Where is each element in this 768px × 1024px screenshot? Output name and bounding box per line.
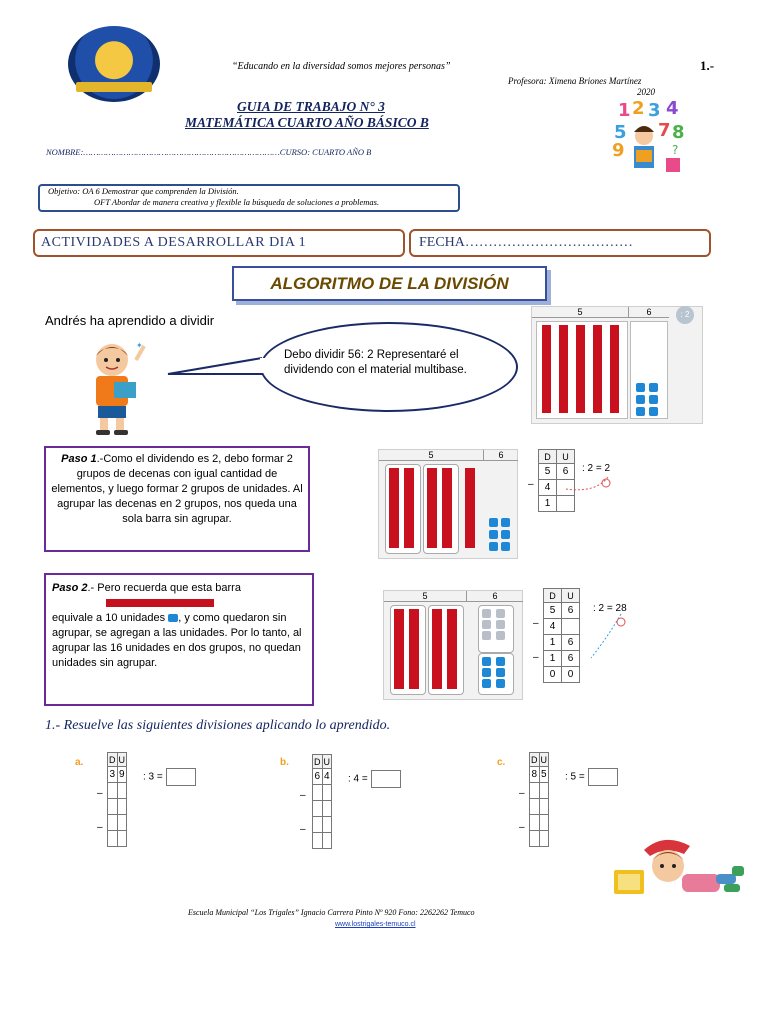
regrouped-cube (482, 620, 491, 629)
answer-cell[interactable] (117, 783, 127, 799)
tens-header: 5 (379, 450, 483, 461)
svg-text:7: 7 (658, 120, 671, 141)
divisor: : 4 = (348, 773, 368, 785)
unit-cube-icon (168, 614, 178, 622)
footer-link[interactable]: www.lostrigales-temuco.cl (335, 921, 416, 928)
answer-cell[interactable] (322, 833, 332, 849)
answer-cell[interactable] (530, 799, 540, 815)
objective-box (38, 184, 460, 212)
regrouped-cube (482, 609, 491, 618)
tens-col-header: D (539, 450, 557, 464)
minus-sign: – (533, 652, 539, 663)
answer-cell[interactable] (322, 801, 332, 817)
minus-sign: – (97, 822, 103, 833)
name-course-line: NOMBRE:……………………………………………………………………CURSO: CUARTO AÑO B (46, 147, 372, 157)
step1-label: Paso 1 (61, 453, 97, 465)
svg-text:2: 2 (632, 98, 645, 119)
svg-text:4: 4 (666, 98, 679, 119)
minus-sign: – (519, 822, 525, 833)
unit-cube (496, 679, 505, 688)
ten-bar (409, 609, 419, 689)
answer-cell[interactable] (539, 783, 549, 799)
cell: 0 (544, 667, 562, 683)
answer-cell[interactable] (108, 799, 118, 815)
answer-cell[interactable] (539, 831, 549, 847)
answer-cell[interactable] (313, 833, 323, 849)
answer-cell[interactable] (322, 785, 332, 801)
minus-sign: – (300, 790, 306, 801)
units-col-header: U (562, 589, 580, 603)
minus-sign: – (300, 824, 306, 835)
ten-bar (559, 325, 568, 413)
answer-cell[interactable] (117, 815, 127, 831)
answer-cell[interactable] (117, 831, 127, 847)
svg-text:?: ? (672, 143, 679, 157)
answer-cell[interactable] (108, 815, 118, 831)
svg-text:1: 1 (618, 100, 631, 121)
unit-cube (496, 668, 505, 677)
exercise-label: b. (280, 757, 289, 768)
ten-bar (542, 325, 551, 413)
ten-bar (389, 468, 399, 548)
ten-bar (432, 609, 442, 689)
svg-text:5: 5 (614, 122, 627, 143)
answer-cell[interactable] (530, 783, 540, 799)
activities-box: ACTIVIDADES A DESARROLLAR DIA 1 (33, 229, 405, 257)
cell: 1 (539, 496, 557, 512)
tens-header: 5 (384, 591, 466, 602)
minus-sign: – (533, 618, 539, 629)
girl-reading-illustration (604, 830, 750, 902)
svg-text:✦: ✦ (136, 341, 143, 350)
unit-cube (636, 407, 645, 416)
quotient-box[interactable] (371, 770, 401, 788)
numbers-kid-illustration (612, 98, 690, 180)
answer-cell[interactable] (539, 799, 549, 815)
divisor: : 5 = (565, 771, 585, 783)
equation: : 2 = 28 (593, 603, 627, 614)
unit-cube (482, 668, 491, 677)
answer-cell[interactable] (530, 831, 540, 847)
cell: 6 (557, 464, 575, 480)
unit-cube (649, 407, 658, 416)
tens-col-header: D (544, 589, 562, 603)
year: 2020 (637, 87, 655, 97)
worksheet-title: GUIA DE TRABAJO N° 3 (237, 99, 385, 114)
exercise-heading: 1.- Resuelve las siguientes divisiones aplicando lo aprendido. (45, 718, 391, 733)
boy-reading-illustration (74, 338, 154, 436)
regrouped-cube (496, 620, 505, 629)
step2-label: Paso 2 (52, 582, 88, 594)
units-header: 6 (628, 307, 669, 318)
unit-cube (636, 395, 645, 404)
arrow-icon (577, 608, 633, 664)
exercise-label: a. (75, 757, 84, 768)
cell: 5 (539, 464, 557, 480)
section-title: ALGORITMO DE LA DIVISIÓN (232, 266, 547, 301)
answer-cell[interactable] (117, 799, 127, 815)
cell: 4 (544, 619, 562, 635)
cell: 5 (544, 603, 562, 619)
step2-text-a: .- Pero recuerda que esta barra (87, 582, 241, 594)
unit-cube (501, 518, 510, 527)
cell: 1 (544, 651, 562, 667)
ten-bar (404, 468, 414, 548)
cell: 0 (562, 667, 580, 683)
ten-bar (427, 468, 437, 548)
ten-bar (442, 468, 452, 548)
unit-cube (649, 383, 658, 392)
place-value-mat (531, 306, 703, 424)
svg-text:3: 3 (648, 100, 661, 121)
unit-cube (501, 530, 510, 539)
answer-cell[interactable] (108, 831, 118, 847)
minus-sign: – (519, 788, 525, 799)
place-value-mat-regrouped (383, 590, 523, 700)
ten-bar (593, 325, 602, 413)
arrow-icon (556, 471, 616, 497)
ten-bar (610, 325, 619, 413)
ten-bar-icon (106, 599, 214, 607)
quotient-box[interactable] (588, 768, 618, 786)
unit-cube (496, 657, 505, 666)
oft-text: OFT Abordar de manera creativa y flexible la búsqueda de soluciones a problemas. (94, 197, 380, 207)
speech-tail (166, 352, 266, 382)
answer-cell[interactable] (530, 815, 540, 831)
cell: 1 (544, 635, 562, 651)
dividend-tens: 6 (313, 769, 323, 785)
teacher-name: Profesora: Ximena Briones Martínez (508, 76, 642, 86)
dividend-tens: 8 (530, 767, 540, 783)
unit-cube (649, 395, 658, 404)
dividend-units: 5 (539, 767, 549, 783)
place-value-mat-grouped (378, 449, 518, 559)
unit-cube (636, 383, 645, 392)
units-header: 6 (466, 591, 523, 602)
page-number: 1.- (700, 58, 715, 73)
units-header: 6 (483, 450, 518, 461)
step1-box (44, 446, 310, 552)
unit-cube (482, 657, 491, 666)
ten-bar (465, 468, 475, 548)
minus-sign: – (528, 479, 534, 490)
unit-cube (489, 542, 498, 551)
divisor: : 3 = (143, 771, 163, 783)
cell: 6 (562, 603, 580, 619)
school-motto: “Educando en la diversidad somos mejores personas” (232, 61, 451, 72)
unit-cube (482, 679, 491, 688)
regrouped-cube (496, 609, 505, 618)
cell: 4 (539, 480, 557, 496)
ten-bar (394, 609, 404, 689)
units-col-header: U (557, 450, 575, 464)
worksheet-subtitle: MATEMÁTICA CUARTO AÑO BÁSICO B (185, 115, 429, 130)
regrouped-cube (496, 631, 505, 640)
answer-cell[interactable] (322, 817, 332, 833)
tens-header: 5 (532, 307, 628, 318)
unit-cube (489, 530, 498, 539)
quotient-box[interactable] (166, 768, 196, 786)
exercise-c: c. D U 8 5 – – : 5 = (497, 752, 505, 770)
cell: 6 (562, 635, 580, 651)
ten-bar (576, 325, 585, 413)
date-box: FECHA……………………………… (409, 229, 711, 257)
exercise-a: a. D U 3 9 – – : 3 = (75, 752, 83, 770)
dividend-units: 9 (117, 767, 127, 783)
cell (557, 496, 575, 512)
exercise-label: c. (497, 757, 506, 768)
divide-badge: : 2 (676, 306, 694, 324)
ten-bar (447, 609, 457, 689)
answer-cell[interactable] (539, 815, 549, 831)
answer-cell[interactable] (108, 783, 118, 799)
dividend-units: 4 (322, 769, 332, 785)
answer-cell[interactable] (313, 801, 323, 817)
division-table-step2 (531, 588, 627, 683)
objective-text: Objetivo: OA 6 Demostrar que comprenden la División. (48, 186, 239, 196)
footer-address: Escuela Municipal “Los Trigales” Ignacio Carrera Pinto Nº 920 Fono: 2262262 Temuco (188, 908, 475, 917)
answer-cell[interactable] (313, 785, 323, 801)
step2-text-c: , y como quedaron sin agrupar, se agregan a las unidades. Por lo tanto, al agrupar las 16 unidades en dos grupos, no quedan unidades sin agrupar. (52, 612, 302, 669)
regrouped-cube (482, 631, 491, 640)
svg-text:8: 8 (672, 122, 685, 143)
step1-text: .-Como el dividendo es 2, debo formar 2 grupos de decenas con igual cantidad de elementos, y luego formar 2 grupos de unidades. Al agrupar las decenas en 2 grupos, nos queda una sola barra sin agrupar. (51, 453, 303, 525)
cell: 6 (562, 651, 580, 667)
intro-text: Andrés ha aprendido a dividir (45, 313, 215, 328)
unit-cube (489, 518, 498, 527)
speech-text: Debo dividir 56: 2 Representaré el dividendo con el material multibase. (284, 349, 467, 376)
equation: : 2 = 2 (582, 463, 611, 474)
school-logo (68, 26, 160, 102)
svg-text:9: 9 (612, 140, 625, 161)
answer-cell[interactable] (313, 817, 323, 833)
step2-text-b: equivale a 10 unidades (52, 612, 166, 624)
exercise-b: b. D U 6 4 – – : 4 = (280, 752, 289, 770)
division-table-step1 (526, 449, 611, 512)
minus-sign: – (97, 788, 103, 799)
unit-cube (501, 542, 510, 551)
step2-box (44, 573, 314, 706)
dividend-tens: 3 (108, 767, 118, 783)
